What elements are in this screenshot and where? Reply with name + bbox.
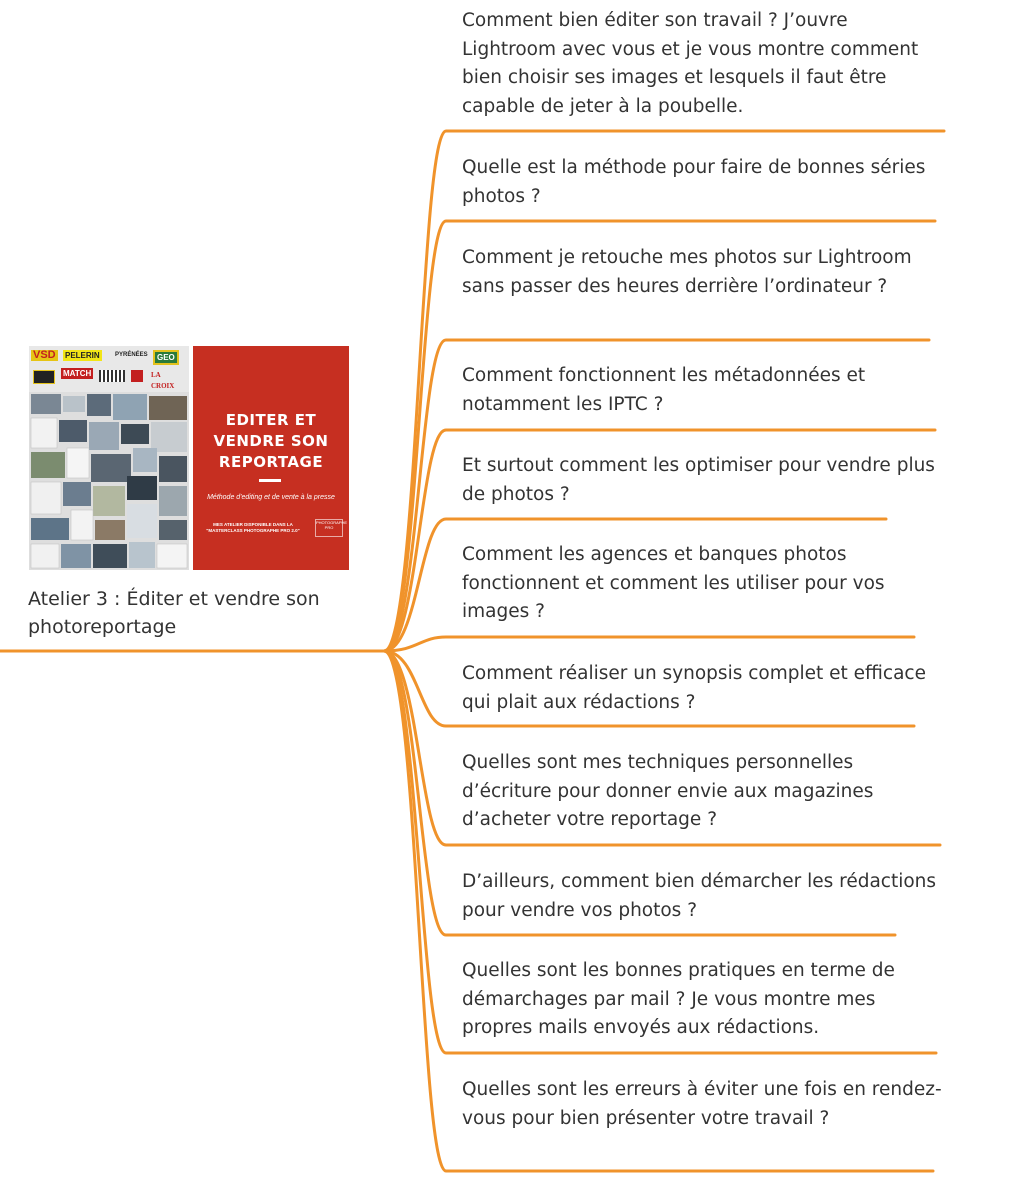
cover-title-line-2: VENDRE SON — [213, 432, 329, 450]
cover-title-line-3: REPORTAGE — [218, 453, 324, 471]
magazine-logos — [31, 348, 187, 388]
branch-topic[interactable]: Quelles sont mes techniques personnelles d’écriture pour donner envie aux magazines d’acheter votre reportage ? — [462, 752, 874, 831]
branch-topic[interactable]: Comment fonctionnent les métadonnées et notamment les IPTC ? — [462, 365, 866, 415]
logo-match: MATCH — [63, 369, 92, 378]
cover-front — [193, 346, 349, 570]
cover-badge: PHOTOGRAPHE PRO — [315, 519, 343, 537]
branch-topic[interactable]: Comment réaliser un synopsis complet et efficace qui plait aux rédactions ? — [462, 663, 926, 713]
cover-title — [193, 410, 349, 473]
logo-pyrenees: PYRÉNÉES — [115, 352, 148, 358]
branch-topic[interactable]: Quelle est la méthode pour faire de bonnes séries photos ? — [462, 157, 926, 207]
cover-subtitle: Méthode d'editing et de vente à la presse — [207, 494, 335, 501]
branch-topic[interactable]: Comment je retouche mes photos sur Lightroom sans passer des heures derrière l’ordinateur ? — [462, 247, 912, 297]
cover-divider — [259, 479, 281, 482]
branch-topic[interactable]: Comment les agences et banques photos fonctionnent et comment les utiliser pour vos images ? — [462, 544, 885, 623]
cover-image — [29, 346, 349, 570]
branch-topic[interactable]: Quelles sont les bonnes pratiques en terme de démarchages par mail ? Je vous montre mes propres mails envoyés aux rédactions. — [462, 960, 895, 1039]
branch-topic[interactable]: D’ailleurs, comment bien démarcher les rédactions pour vendre vos photos ? — [462, 871, 937, 921]
branch-topic[interactable]: Et surtout comment les optimiser pour vendre plus de photos ? — [462, 455, 935, 505]
logo-pelerin: PELERIN — [65, 351, 100, 360]
logo-geo: GEO — [153, 350, 179, 365]
logo-c8 — [131, 370, 143, 382]
logo-vsd: VSD — [33, 349, 56, 361]
branch-connector — [384, 637, 914, 651]
logo-figaro — [99, 370, 125, 382]
cover-title-line-1: EDITER ET — [225, 411, 317, 429]
branch-topic[interactable]: Quelles sont les erreurs à éviter une fois en rendez-vous pour bien présenter votre travail ? — [462, 1079, 942, 1129]
photo-collage — [29, 392, 189, 570]
root-topic-label: Atelier 3 : Éditer et vendre son photoreportage — [28, 588, 320, 638]
logo-la-croix: LA CROIX — [151, 371, 175, 390]
press-collage — [29, 346, 189, 570]
branch-topic[interactable]: Comment bien éditer son travail ? J’ouvre Lightroom avec vous et je vous montre comment bien choisir ses images et lesquels il faut être capable de jeter à la poubelle. — [462, 10, 919, 117]
logo-national-geographic — [33, 370, 55, 384]
cover-footer-note: MES ATELIER DISPONIBLE DANS LA "MASTERCLASS PHOTOGRAPHE PRO 2.0" — [206, 522, 300, 533]
